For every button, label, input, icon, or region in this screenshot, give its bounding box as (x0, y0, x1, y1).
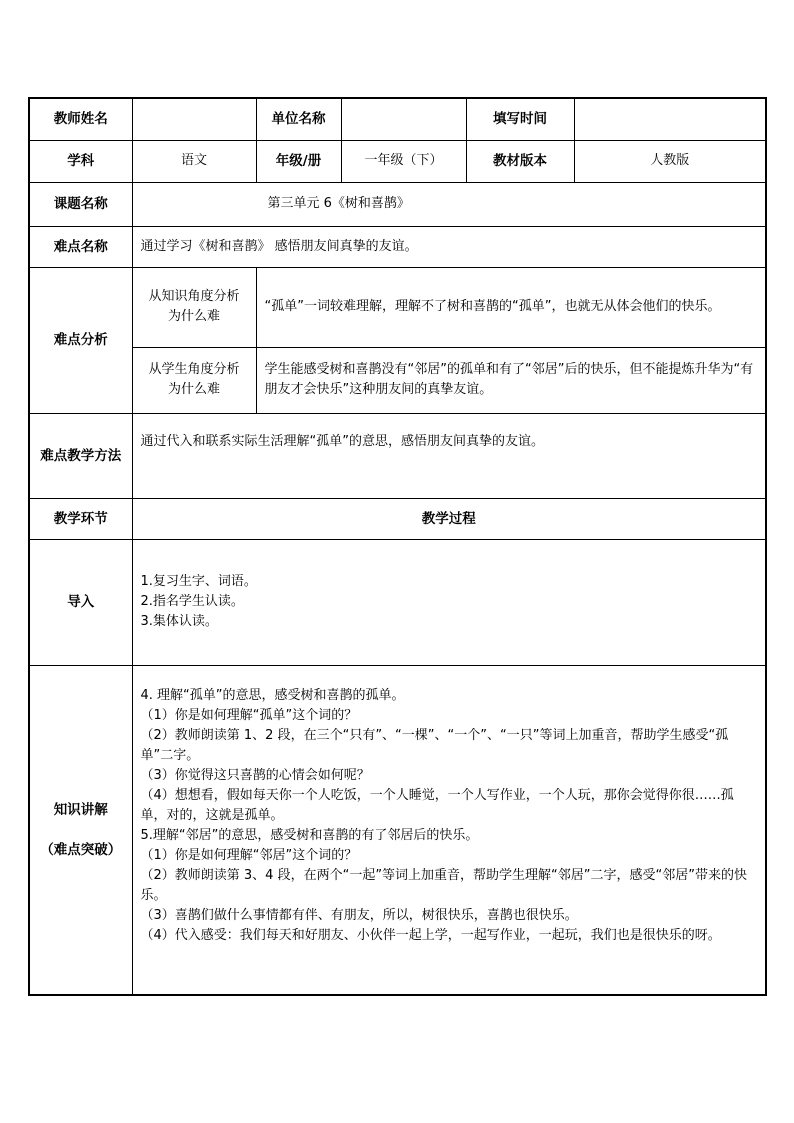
topic-value: 第三单元 6《树和喜鹊》 (132, 182, 766, 226)
method-value: 通过代入和联系实际生活理解“孤单”的意思，感悟朋友间真挚的友谊。 (132, 413, 766, 498)
explain-line: （2）教师朗读第 3、4 段，在两个“一起”等词上加重音，帮助学生理解“邻居”二字，感受“邻居”带来的快乐。 (140, 867, 747, 903)
row-topic (29, 182, 766, 226)
intro-line: 3.集体认读。 (140, 614, 218, 629)
student-angle-value: 学生能感受树和喜鹊没有“邻居”的孤单和有了“邻居”后的快乐，但不能提炼升华为“有朋友才会快乐”这种朋友间的真挚友谊。 (256, 347, 766, 413)
explain-line: （3）你觉得这只喜鹊的心情会如何呢？ (140, 767, 370, 783)
unit-name-label: 单位名称 (256, 98, 341, 140)
textbook-label: 教材版本 (466, 140, 574, 182)
analysis-label: 难点分析 (29, 267, 132, 413)
row-analysis-knowledge (29, 267, 766, 347)
topic-label: 课题名称 (29, 182, 132, 226)
process-header: 教学过程 (132, 498, 766, 539)
textbook-value: 人教版 (574, 140, 766, 182)
explain-line: （4）想想看，假如每天你一个人吃饭，一个人睡觉，一个人写作业，一个人玩，那你会觉得你很……孤单，对的，这就是孤单。 (140, 787, 734, 823)
difficulty-value: 通过学习《树和喜鹊》 感悟朋友间真挚的友谊。 (132, 226, 766, 267)
difficulty-label: 难点名称 (29, 226, 132, 267)
intro-line: 1.复习生字、词语。 (140, 574, 257, 589)
explain-label: 知识讲解 (53, 801, 108, 818)
row-method (29, 413, 766, 498)
stage-header: 教学环节 (29, 498, 132, 539)
row-difficulty (29, 226, 766, 267)
explain-sublabel: （难点突破） (40, 841, 122, 858)
explain-line: （3）喜鹊们做什么事情都有伴、有朋友，所以，树很快乐，喜鹊也很快乐。 (140, 907, 578, 923)
intro-content (132, 539, 766, 665)
grade-label: 年级/册 (256, 140, 341, 182)
intro-label: 导入 (29, 539, 132, 665)
method-label: 难点教学方法 (29, 413, 132, 498)
grade-value: 一年级（下） (341, 140, 466, 182)
knowledge-angle-label: 从知识角度分析为什么难 (132, 267, 256, 347)
lesson-plan-table (28, 97, 767, 996)
subject-label: 学科 (29, 140, 132, 182)
explain-line: （1）你是如何理解“邻居”这个词的？ (140, 847, 358, 863)
teacher-name-value (132, 98, 256, 140)
row-analysis-student (29, 347, 766, 413)
explain-line: 4. 理解“孤单”的意思，感受树和喜鹊的孤单。 (140, 687, 405, 703)
knowledge-angle-value: “孤单”一词较难理解，理解不了树和喜鹊的“孤单”，也就无从体会他们的快乐。 (256, 267, 766, 347)
explain-line: （4）代入感受：我们每天和好朋友、小伙伴一起上学，一起写作业，一起玩，我们也是很快乐的呀。 (140, 927, 721, 943)
explain-line: 5.理解“邻居”的意思，感受树和喜鹊的有了邻居后的快乐。 (140, 827, 479, 843)
row-header-1 (29, 98, 766, 140)
row-intro (29, 539, 766, 665)
intro-line: 2.指名学生认读。 (140, 594, 244, 609)
explain-label-cell (29, 665, 132, 995)
explain-line: （1）你是如何理解“孤单”这个词的？ (140, 707, 358, 723)
explain-content (132, 665, 766, 995)
student-angle-label: 从学生角度分析为什么难 (132, 347, 256, 413)
row-header-2 (29, 140, 766, 182)
teacher-name-label: 教师姓名 (29, 98, 132, 140)
row-process-header (29, 498, 766, 539)
explain-line: （2）教师朗读第 1、2 段，在三个“只有”、“一棵”、“一个”、“一只”等词上加重音，帮助学生感受“孤单”二字。 (140, 727, 729, 763)
fill-time-value (574, 98, 766, 140)
fill-time-label: 填写时间 (466, 98, 574, 140)
row-explain (29, 665, 766, 995)
subject-value: 语文 (132, 140, 256, 182)
unit-name-value (341, 98, 466, 140)
